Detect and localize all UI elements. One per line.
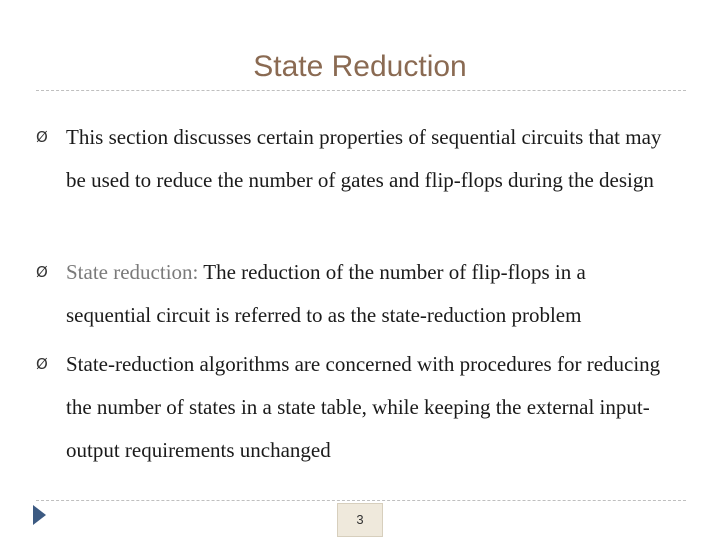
title-divider [36,90,686,91]
page-number: 3 [337,503,383,537]
bullet-text [66,116,676,202]
arrow-bullet-icon: Ø [36,355,48,373]
bullet-body: State-reduction algorithms are concerned with procedures for reducing the number of states in a state table, while keeping the external input-output requirements unchanged [66,352,661,462]
bullet-item [36,343,676,472]
arrow-bullet-icon: Ø [36,128,48,146]
triangle-right-icon[interactable] [33,505,46,525]
arrow-bullet-icon: Ø [36,263,48,281]
bullet-accent-term: State reduction: [66,260,199,284]
bullet-item [36,251,676,337]
bullet-text [66,251,676,337]
footer-divider [36,500,686,501]
bullet-item [36,116,676,202]
bullet-body: This section discusses certain properties of sequential circuits that may be used to reduce the number of gates and flip-flops during the design [66,125,662,192]
bullet-body: The reduction of the number of flip-flops in a sequential circuit is referred to as the state-reduction problem [66,260,586,327]
slide-title: State Reduction [253,50,467,83]
bullet-text [66,343,676,472]
